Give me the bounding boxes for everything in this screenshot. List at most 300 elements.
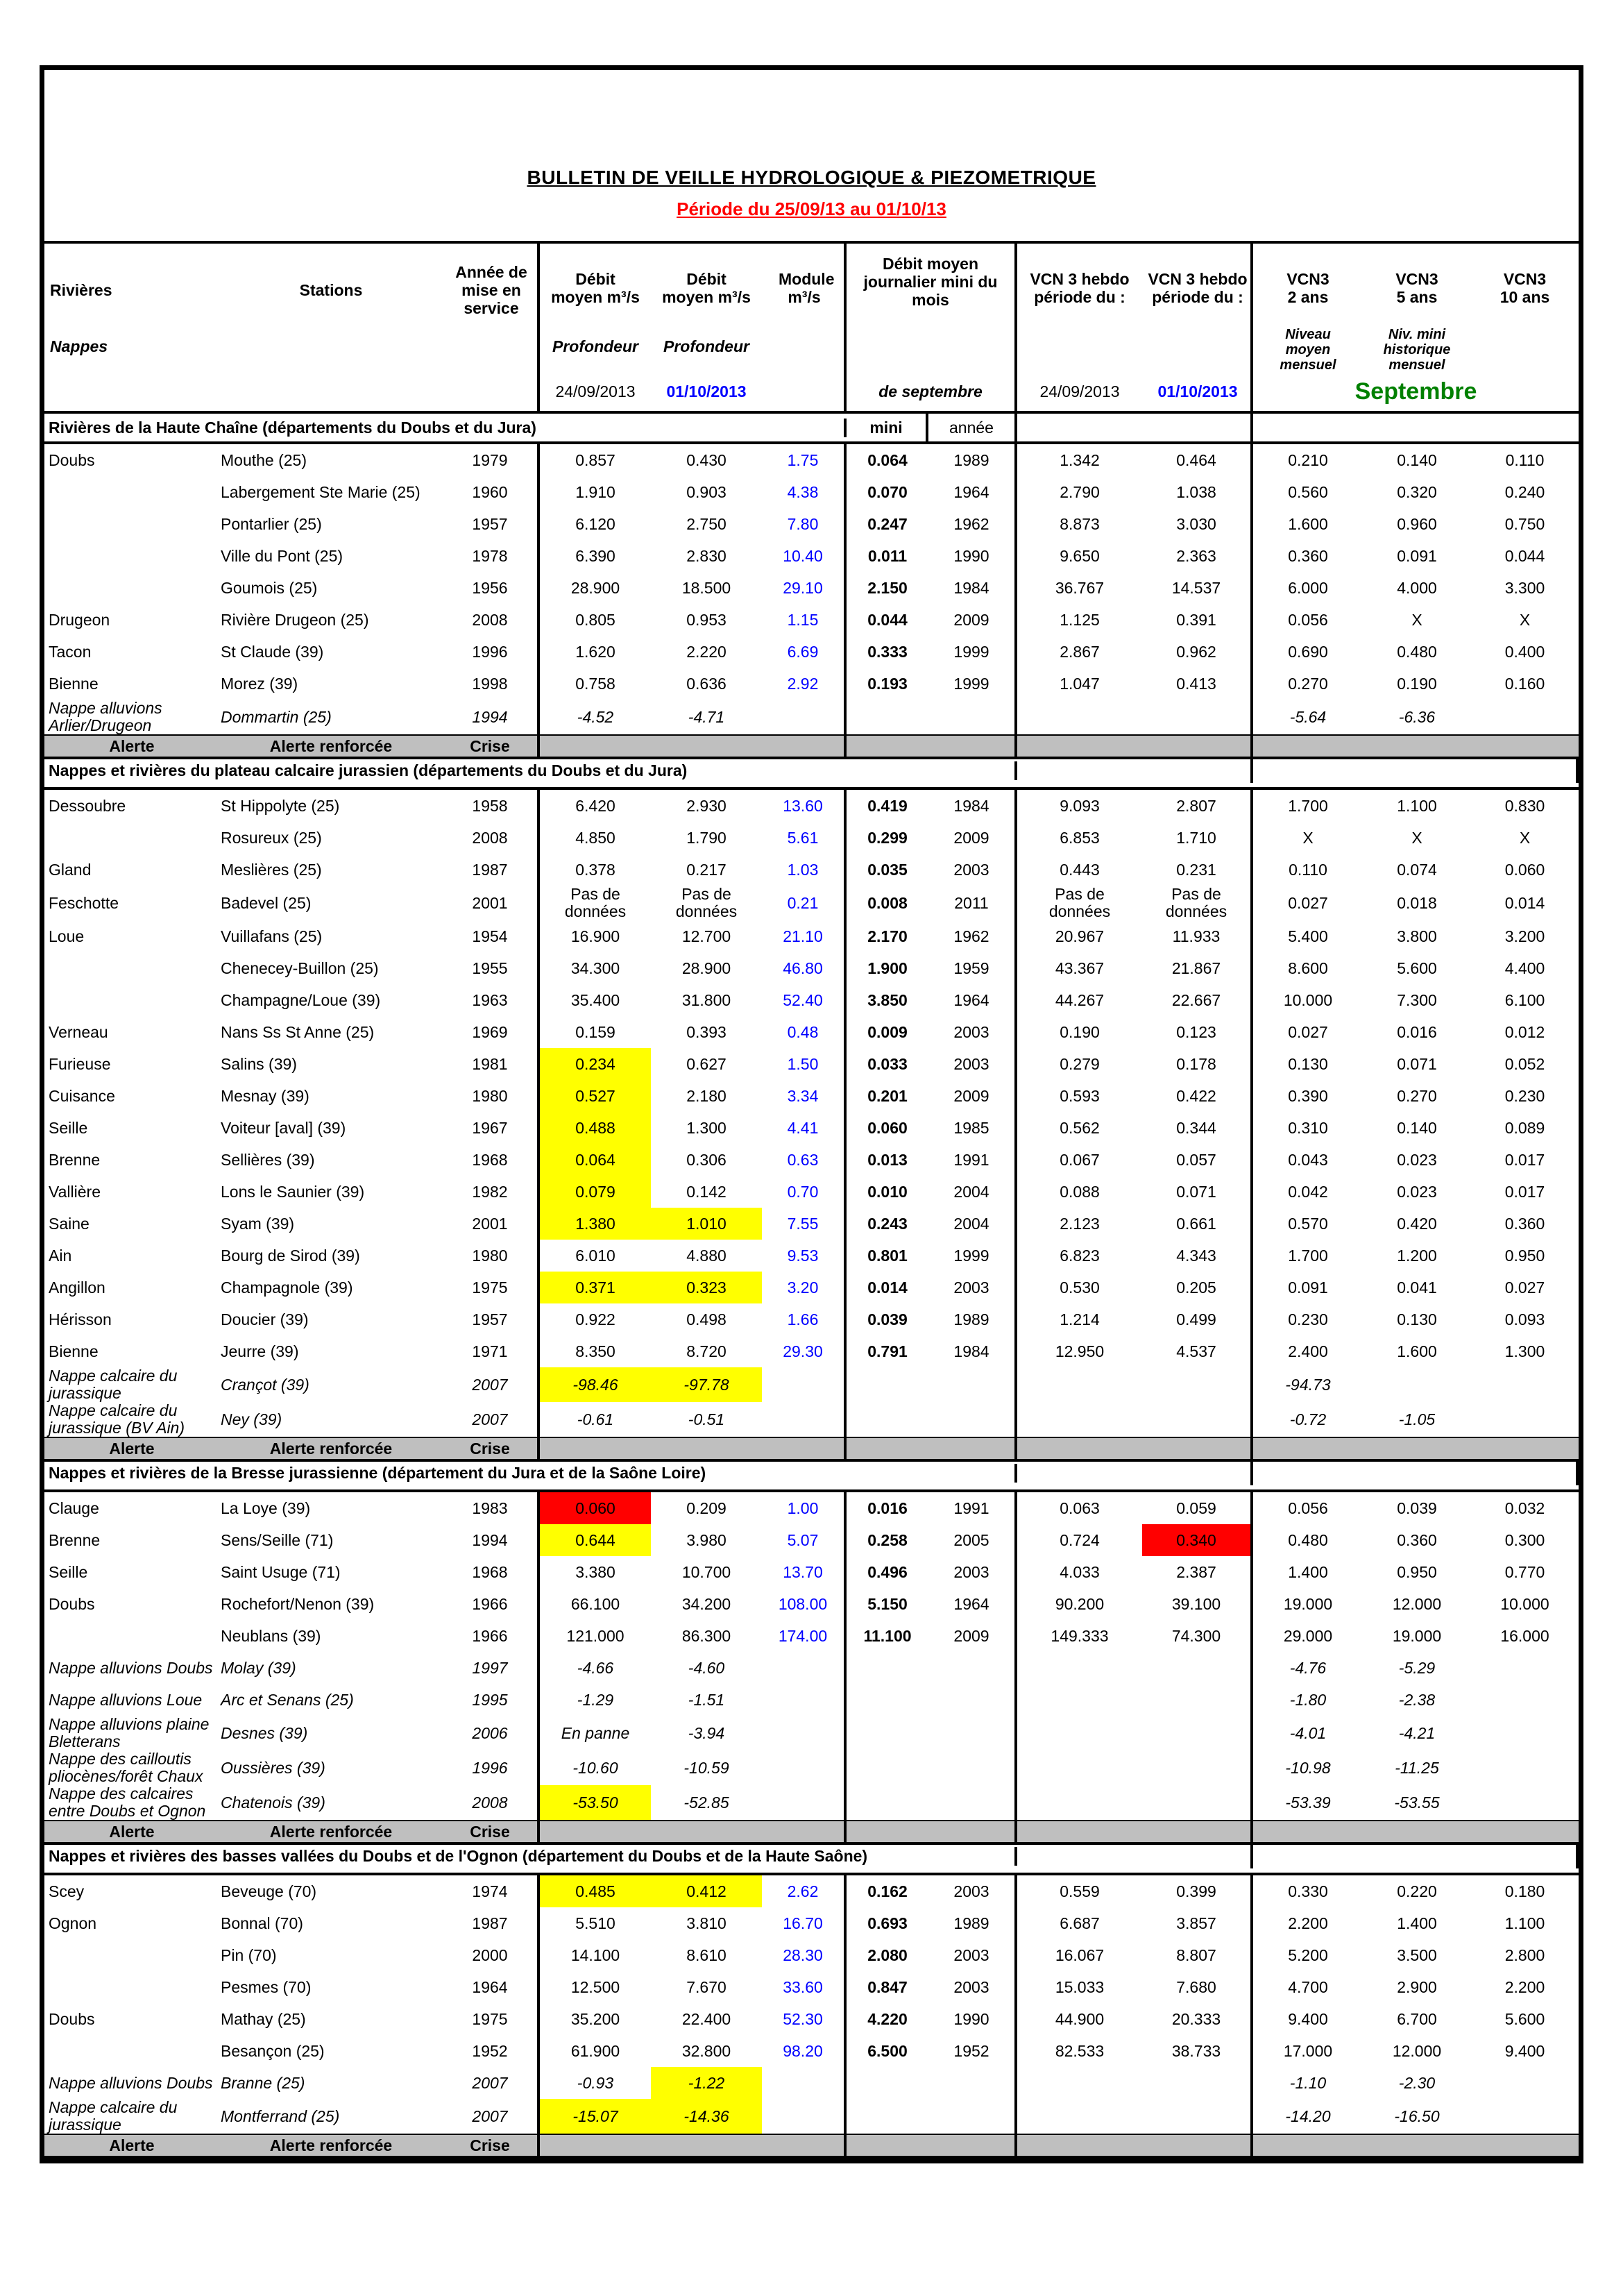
- cell-debit-mini-annee: 2003: [928, 1016, 1017, 1048]
- cell-debit-0110: [651, 1016, 762, 1048]
- cell-vcn-hebdo-2409-value: 9.093: [1060, 796, 1100, 815]
- section-header-spacer: [1253, 759, 1579, 783]
- cell-debit-0110: [651, 1335, 762, 1367]
- cell-debit-2409-value: 0.064: [575, 1150, 615, 1169]
- cell-module: 10.40: [762, 540, 847, 572]
- cell-annee-service: 1964: [443, 1971, 540, 2003]
- cell-vcn-hebdo-2409: [1017, 1335, 1142, 1367]
- header-vcn-hebdo-1: VCN 3 hebdo période du :: [1030, 270, 1130, 306]
- cell-vcn3-5ans: -2.30: [1398, 2073, 1436, 2092]
- cell-vcn-hebdo-0110: [1142, 668, 1253, 700]
- cell-vcn-hebdo-0110: [1142, 1524, 1253, 1556]
- cell-debit-2409-value: 121.000: [566, 1626, 624, 1645]
- alert-spacer: [1363, 736, 1471, 757]
- page-title: BULLETIN DE VEILLE HYDROLOGIQUE & PIEZOMETRIQUE: [527, 167, 1096, 188]
- cell-debit-2409-value: 0.857: [575, 450, 615, 469]
- cell-annee-service: 1968: [443, 1556, 540, 1588]
- table-row: [44, 790, 1579, 822]
- cell-debit-mini-annee: 1989: [928, 444, 1017, 476]
- cell-vcn3-10ans: X: [1519, 610, 1531, 629]
- cell-debit-mini: [847, 2099, 928, 2134]
- cell-debit-0110-value: 0.627: [686, 1054, 726, 1073]
- cell-vcn3-5ans: 0.140: [1397, 1118, 1437, 1137]
- cell-debit-mini: 0.791: [867, 1342, 908, 1360]
- cell-debit-0110-value: -97.78: [683, 1375, 729, 1394]
- cell-vcn3-10ans: 1.300: [1504, 1342, 1545, 1360]
- table-row: [44, 854, 1579, 886]
- cell-station: Badevel (25): [221, 893, 312, 912]
- cell-debit-2409-value: -0.93: [577, 2073, 614, 2092]
- cell-vcn3-5ans: 0.039: [1397, 1499, 1437, 1517]
- alert-spacer: [1363, 2135, 1471, 2156]
- cell-vcn3-10ans: 0.230: [1504, 1086, 1545, 1105]
- cell-module: 7.80: [762, 508, 847, 540]
- cell-debit-mini: 0.333: [867, 642, 908, 661]
- cell-debit-2409: [540, 1272, 651, 1303]
- cell-vcn3-10ans: X: [1519, 828, 1531, 847]
- cell-debit-2409: [540, 1492, 651, 1524]
- cell-vcn-hebdo-2409: [1017, 822, 1142, 854]
- cell-debit-0110: [651, 1971, 762, 2003]
- cell-vcn-hebdo-0110-value: 2.387: [1176, 1562, 1216, 1581]
- cell-vcn-hebdo-0110-value: 39.100: [1171, 1594, 1221, 1613]
- alert-spacer: [1253, 1821, 1363, 1842]
- cell-debit-0110-value: 22.400: [681, 2009, 731, 2028]
- cell-vcn-hebdo-0110: [1142, 790, 1253, 822]
- cell-debit-0110: [651, 1684, 762, 1716]
- cell-debit-mini: 0.847: [867, 1977, 908, 1996]
- table-row: [44, 1176, 1579, 1208]
- cell-vcn-hebdo-0110-value: 22.667: [1171, 990, 1221, 1009]
- cell-annee-service: 1958: [443, 790, 540, 822]
- cell-debit-0110: [651, 1588, 762, 1620]
- cell-debit-mini: 0.801: [867, 1246, 908, 1265]
- cell-station: Crançot (39): [221, 1375, 309, 1394]
- cell-vcn3-10ans: 2.800: [1504, 1945, 1545, 1964]
- cell-debit-0110: [651, 1907, 762, 1939]
- cell-debit-mini: [847, 1750, 928, 1785]
- cell-debit-2409: [540, 1112, 651, 1144]
- cell-debit-mini: 2.150: [867, 578, 908, 597]
- alert-spacer: [1471, 2135, 1579, 2156]
- header-date-end: 01/10/2013: [666, 382, 747, 400]
- cell-vcn3-2ans: -0.72: [1289, 1410, 1327, 1428]
- cell-station: Vuillafans (25): [221, 927, 323, 945]
- section-header-spacer: [44, 1485, 1017, 1490]
- cell-module: 6.69: [762, 636, 847, 668]
- alert-label-crise: Crise: [443, 736, 540, 757]
- alert-label-alerte-renforcee: Alerte renforcée: [269, 1822, 393, 1841]
- alert-label-crise: Crise: [443, 1821, 540, 1842]
- cell-vcn-hebdo-0110-value: 0.071: [1176, 1182, 1216, 1201]
- cell-debit-0110: [651, 540, 762, 572]
- header-vcn-date-end: 01/10/2013: [1157, 382, 1238, 400]
- cell-vcn3-5ans: 12.000: [1392, 1594, 1442, 1613]
- cell-vcn-hebdo-0110: [1142, 854, 1253, 886]
- cell-debit-mini: 3.850: [867, 990, 908, 1009]
- cell-debit-mini: 0.193: [867, 674, 908, 693]
- cell-debit-mini: 0.008: [867, 893, 908, 912]
- cell-debit-0110-value: Pas de données: [675, 885, 738, 920]
- cell-debit-0110: [651, 1208, 762, 1240]
- cell-station: Pontarlier (25): [221, 514, 322, 533]
- cell-vcn-hebdo-2409: [1017, 1556, 1142, 1588]
- cell-debit-2409-value: -4.66: [577, 1658, 614, 1677]
- cell-vcn-hebdo-2409: [1017, 700, 1142, 734]
- cell-station: Morez (39): [221, 674, 298, 693]
- cell-debit-0110: [651, 2067, 762, 2099]
- cell-debit-mini: 2.080: [867, 1945, 908, 1964]
- cell-module: 52.30: [762, 2003, 847, 2035]
- cell-station: Nans Ss St Anne (25): [221, 1022, 375, 1041]
- header-rivieres: Rivières: [50, 281, 112, 299]
- cell-vcn-hebdo-2409: [1017, 1240, 1142, 1272]
- cell-debit-2409-value: 0.371: [575, 1278, 615, 1297]
- cell-debit-2409-value: 35.400: [570, 990, 620, 1009]
- cell-vcn-hebdo-2409: [1017, 1907, 1142, 1939]
- cell-vcn-hebdo-0110: [1142, 1208, 1253, 1240]
- cell-vcn-hebdo-2409: [1017, 854, 1142, 886]
- cell-debit-0110: [651, 1240, 762, 1272]
- cell-vcn3-10ans: 0.060: [1504, 860, 1545, 879]
- cell-module: 33.60: [762, 1971, 847, 2003]
- cell-module: 52.40: [762, 984, 847, 1016]
- cell-debit-2409: [540, 952, 651, 984]
- table-row: [44, 920, 1579, 952]
- cell-vcn3-5ans: -4.21: [1398, 1723, 1436, 1742]
- cell-debit-0110: [651, 1367, 762, 1402]
- cell-annee-service: 1982: [443, 1176, 540, 1208]
- cell-vcn-hebdo-2409-value: 2.790: [1060, 482, 1100, 501]
- cell-debit-0110-value: 2.750: [686, 514, 726, 533]
- cell-debit-0110-value: 1.790: [686, 828, 726, 847]
- cell-vcn3-10ans: 0.950: [1504, 1246, 1545, 1265]
- bulletin-sheet: [40, 65, 1583, 2163]
- alert-row: [44, 2134, 1579, 2159]
- cell-vcn-hebdo-2409: [1017, 886, 1142, 920]
- cell-vcn-hebdo-0110-value: 0.422: [1176, 1086, 1216, 1105]
- period-subtitle: Période du 25/09/13 au 01/10/13: [677, 199, 946, 219]
- cell-annee-service: 1980: [443, 1080, 540, 1112]
- cell-vcn-hebdo-0110: [1142, 1048, 1253, 1080]
- cell-vcn-hebdo-0110-value: 0.059: [1176, 1499, 1216, 1517]
- cell-vcn-hebdo-2409: [1017, 668, 1142, 700]
- cell-debit-0110-value: 2.930: [686, 796, 726, 815]
- cell-vcn-hebdo-0110: [1142, 1716, 1253, 1750]
- cell-vcn-hebdo-2409: [1017, 508, 1142, 540]
- cell-vcn3-2ans: 1.700: [1288, 1246, 1328, 1265]
- cell-debit-2409-value: 0.758: [575, 674, 615, 693]
- alert-spacer: [651, 1821, 762, 1842]
- alert-spacer: [1142, 2135, 1253, 2156]
- cell-debit-mini: 0.070: [867, 482, 908, 501]
- cell-annee-service: 2008: [443, 604, 540, 636]
- cell-riviere: Bienne: [49, 674, 99, 693]
- cell-vcn-hebdo-0110-value: 14.537: [1171, 578, 1221, 597]
- cell-vcn-hebdo-2409: [1017, 1971, 1142, 2003]
- cell-debit-2409-value: 6.390: [575, 546, 615, 565]
- cell-vcn3-2ans: 1.600: [1288, 514, 1328, 533]
- cell-vcn-hebdo-0110: [1142, 572, 1253, 604]
- cell-annee-service: 1994: [443, 700, 540, 734]
- cell-debit-mini: 0.033: [867, 1054, 908, 1073]
- cell-module: 1.66: [762, 1303, 847, 1335]
- alert-spacer: [762, 1821, 847, 1842]
- table-row: [44, 1402, 1579, 1437]
- cell-module: 108.00: [762, 1588, 847, 1620]
- cell-debit-2409-value: -4.52: [577, 707, 614, 726]
- header-block-debits: [540, 244, 847, 411]
- cell-vcn3-5ans: 7.300: [1397, 990, 1437, 1009]
- alert-label-alerte: Alerte: [109, 2136, 155, 2154]
- cell-annee-service: 1980: [443, 1240, 540, 1272]
- title-block: [44, 70, 1579, 244]
- cell-vcn-hebdo-2409: [1017, 1588, 1142, 1620]
- cell-debit-2409: [540, 1080, 651, 1112]
- cell-vcn-hebdo-2409-value: 1.342: [1060, 450, 1100, 469]
- cell-debit-2409-value: 0.079: [575, 1182, 615, 1201]
- cell-debit-mini-annee: 1959: [928, 952, 1017, 984]
- cell-debit-mini: 0.044: [867, 610, 908, 629]
- header-module: Module m³/s: [779, 270, 835, 306]
- cell-vcn3-2ans: X: [1302, 828, 1314, 847]
- cell-vcn-hebdo-2409: [1017, 1524, 1142, 1556]
- cell-debit-2409-value: 3.380: [575, 1562, 615, 1581]
- cell-debit-mini: 11.100: [863, 1626, 912, 1645]
- cell-riviere: [44, 572, 219, 604]
- cell-vcn3-5ans: 1.600: [1397, 1342, 1437, 1360]
- cell-vcn-hebdo-2409-value: 0.562: [1060, 1118, 1100, 1137]
- cell-vcn3-10ans: 0.052: [1504, 1054, 1545, 1073]
- cell-riviere: Doubs: [49, 2009, 95, 2028]
- cell-debit-0110-value: 32.800: [681, 2041, 731, 2060]
- cell-debit-0110: [651, 1144, 762, 1176]
- cell-debit-0110-value: 0.636: [686, 674, 726, 693]
- cell-vcn3-10ans: [1471, 1367, 1579, 1402]
- cell-vcn-hebdo-0110-value: 0.661: [1176, 1214, 1216, 1233]
- table-row: [44, 1684, 1579, 1716]
- cell-debit-2409: [540, 984, 651, 1016]
- cell-riviere: Ain: [49, 1246, 72, 1265]
- alert-label-alerte: Alerte: [109, 1439, 155, 1458]
- cell-module: 5.61: [762, 822, 847, 854]
- cell-station: Dommartin (25): [221, 707, 332, 726]
- cell-debit-0110-value: 0.498: [686, 1310, 726, 1328]
- cell-riviere: Nappe alluvions Doubs: [49, 2073, 213, 2092]
- cell-station: St Hippolyte (25): [221, 796, 340, 815]
- cell-vcn3-2ans: -5.64: [1289, 707, 1327, 726]
- cell-vcn-hebdo-2409-value: 15.033: [1055, 1977, 1105, 1996]
- cell-vcn3-5ans: 0.320: [1397, 482, 1437, 501]
- cell-vcn-hebdo-0110: [1142, 952, 1253, 984]
- table-row: [44, 700, 1579, 734]
- cell-module: 21.10: [762, 920, 847, 952]
- cell-vcn3-2ans: 0.091: [1288, 1278, 1328, 1297]
- cell-annee-service: 1952: [443, 2035, 540, 2067]
- cell-vcn-hebdo-2409-value: 44.900: [1055, 2009, 1105, 2028]
- cell-vcn-hebdo-0110-value: 4.537: [1176, 1342, 1216, 1360]
- cell-debit-mini-annee: 2003: [928, 1971, 1017, 2003]
- cell-vcn3-2ans: 1.700: [1288, 796, 1328, 815]
- cell-vcn-hebdo-2409: [1017, 1402, 1142, 1437]
- cell-debit-0110-value: 0.393: [686, 1022, 726, 1041]
- cell-station: Desnes (39): [221, 1723, 308, 1742]
- cell-riviere: [44, 508, 219, 540]
- cell-vcn-hebdo-2409-value: 4.033: [1060, 1562, 1100, 1581]
- cell-debit-0110-value: -1.22: [688, 2073, 725, 2092]
- cell-vcn3-5ans: 3.800: [1397, 927, 1437, 945]
- cell-vcn-hebdo-0110: [1142, 2003, 1253, 2035]
- cell-vcn-hebdo-0110: [1142, 2035, 1253, 2067]
- cell-vcn-hebdo-0110: [1142, 886, 1253, 920]
- cell-vcn3-2ans: 5.200: [1288, 1945, 1328, 1964]
- header-niv-mini: Niv. mini historique mensuel: [1383, 327, 1451, 373]
- cell-debit-2409-value: 0.060: [575, 1499, 615, 1517]
- table-row: [44, 1588, 1579, 1620]
- cell-debit-2409-value: En panne: [561, 1723, 630, 1742]
- cell-vcn3-5ans: 0.074: [1397, 860, 1437, 879]
- cell-debit-0110: [651, 444, 762, 476]
- header-septembre: Septembre: [1354, 378, 1477, 405]
- alert-spacer: [1363, 1438, 1471, 1459]
- cell-debit-2409-value: -53.50: [572, 1793, 618, 1812]
- cell-vcn-hebdo-2409-value: 12.950: [1055, 1342, 1105, 1360]
- cell-debit-0110-value: 0.903: [686, 482, 726, 501]
- header-vcn3-10ans: VCN3 10 ans: [1499, 270, 1550, 306]
- cell-debit-2409: [540, 1588, 651, 1620]
- alert-spacer: [1471, 1438, 1579, 1459]
- cell-debit-mini-annee: 1989: [928, 1907, 1017, 1939]
- cell-vcn3-10ans: 0.240: [1504, 482, 1545, 501]
- alert-label-crise: Crise: [443, 2135, 540, 2156]
- cell-debit-0110-value: -10.59: [683, 1758, 729, 1777]
- cell-vcn3-5ans: 0.960: [1397, 514, 1437, 533]
- alert-spacer: [847, 1821, 928, 1842]
- cell-debit-0110: [651, 822, 762, 854]
- cell-vcn3-10ans: 0.027: [1504, 1278, 1545, 1297]
- cell-vcn3-2ans: -1.80: [1289, 1690, 1327, 1709]
- cell-riviere: Nappe alluvions Arlier/Drugeon: [49, 699, 162, 734]
- cell-vcn3-2ans: 8.600: [1288, 959, 1328, 977]
- cell-vcn3-5ans: 0.016: [1397, 1022, 1437, 1041]
- cell-station: Chenecey-Buillon (25): [221, 959, 379, 977]
- table-row: [44, 1335, 1579, 1367]
- cell-riviere: [44, 2035, 219, 2067]
- cell-vcn3-2ans: 5.400: [1288, 927, 1328, 945]
- cell-vcn3-10ans: 0.044: [1504, 546, 1545, 565]
- cell-debit-2409-value: 34.300: [570, 959, 620, 977]
- header-vcn-date-start: 24/09/2013: [1039, 382, 1120, 400]
- cell-vcn3-5ans: 0.091: [1397, 546, 1437, 565]
- cell-debit-2409: [540, 1402, 651, 1437]
- cell-module: 29.30: [762, 1335, 847, 1367]
- cell-station: Beveuge (70): [221, 1882, 317, 1900]
- cell-module: 28.30: [762, 1939, 847, 1971]
- table-row: [44, 1875, 1579, 1907]
- cell-debit-mini-annee: 1991: [928, 1492, 1017, 1524]
- cell-debit-0110-value: -14.36: [683, 2107, 729, 2125]
- cell-debit-0110-value: 34.200: [681, 1594, 731, 1613]
- cell-station: Chatenois (39): [221, 1793, 325, 1812]
- cell-vcn3-2ans: 0.042: [1288, 1182, 1328, 1201]
- cell-annee-service: 1975: [443, 1272, 540, 1303]
- cell-debit-mini-annee: 2004: [928, 1176, 1017, 1208]
- cell-debit-0110-value: 12.700: [681, 927, 731, 945]
- cell-annee-service: 1966: [443, 1620, 540, 1652]
- cell-vcn-hebdo-2409-value: 90.200: [1055, 1594, 1105, 1613]
- cell-vcn3-5ans: 1.100: [1397, 796, 1437, 815]
- table-row: [44, 1492, 1579, 1524]
- header-niveau-moyen: Niveau moyen mensuel: [1280, 327, 1336, 373]
- cell-annee-service: 2001: [443, 886, 540, 920]
- cell-vcn-hebdo-0110: [1142, 1684, 1253, 1716]
- cell-debit-2409: [540, 1971, 651, 2003]
- table-row: [44, 540, 1579, 572]
- cell-debit-mini-annee: 1989: [928, 1303, 1017, 1335]
- cell-vcn3-2ans: -1.10: [1289, 2073, 1327, 2092]
- cell-vcn3-10ans: 0.014: [1504, 893, 1545, 912]
- cell-vcn3-2ans: 9.400: [1288, 2009, 1328, 2028]
- cell-annee-service: 1960: [443, 476, 540, 508]
- cell-debit-2409-value: 4.850: [575, 828, 615, 847]
- cell-debit-0110-value: -0.51: [688, 1410, 725, 1428]
- cell-vcn-hebdo-0110: [1142, 1016, 1253, 1048]
- cell-vcn3-2ans: 1.400: [1288, 1562, 1328, 1581]
- alert-spacer: [847, 736, 928, 757]
- cell-debit-2409: [540, 2067, 651, 2099]
- cell-riviere: Vallière: [49, 1182, 101, 1201]
- cell-debit-2409-value: 0.527: [575, 1086, 615, 1105]
- header-vcn-hebdo-2: VCN 3 hebdo période du :: [1148, 270, 1248, 306]
- cell-debit-0110-value: -3.94: [688, 1723, 725, 1742]
- cell-annee-service: 2007: [443, 1367, 540, 1402]
- cell-debit-2409: [540, 920, 651, 952]
- cell-vcn3-10ans: [1471, 1750, 1579, 1785]
- header-block-vcn-hebdo: [1017, 244, 1253, 411]
- cell-vcn-hebdo-2409: [1017, 1048, 1142, 1080]
- cell-station: Rivière Drugeon (25): [221, 610, 369, 629]
- cell-station: Meslières (25): [221, 860, 322, 879]
- cell-debit-mini-annee: [928, 2067, 1017, 2099]
- cell-vcn3-5ans: 0.018: [1397, 893, 1437, 912]
- cell-debit-mini-annee: 1964: [928, 984, 1017, 1016]
- cell-vcn-hebdo-0110: [1142, 822, 1253, 854]
- cell-vcn3-2ans: 0.360: [1288, 546, 1328, 565]
- subheader-mini: mini: [847, 414, 928, 441]
- alert-spacer: [1253, 1438, 1363, 1459]
- table-header: [44, 244, 1579, 414]
- cell-debit-mini-annee: 2003: [928, 1556, 1017, 1588]
- cell-riviere: Seille: [49, 1118, 88, 1137]
- cell-module: [762, 700, 847, 734]
- cell-debit-0110: [651, 636, 762, 668]
- cell-vcn3-10ans: 0.160: [1504, 674, 1545, 693]
- cell-vcn3-2ans: 0.390: [1288, 1086, 1328, 1105]
- cell-debit-0110: [651, 1716, 762, 1750]
- cell-vcn-hebdo-0110-value: 3.030: [1176, 514, 1216, 533]
- section-header-spacer: [44, 783, 1017, 788]
- cell-debit-0110: [651, 1112, 762, 1144]
- cell-debit-mini-annee: 2009: [928, 1080, 1017, 1112]
- cell-station: Pin (70): [221, 1945, 277, 1964]
- cell-module: 13.60: [762, 790, 847, 822]
- cell-vcn3-2ans: -4.76: [1289, 1658, 1327, 1677]
- cell-vcn3-10ans: 0.180: [1504, 1882, 1545, 1900]
- cell-vcn-hebdo-0110: [1142, 1939, 1253, 1971]
- cell-vcn3-2ans: -94.73: [1285, 1375, 1331, 1394]
- header-block-debit-mini: [847, 244, 1017, 411]
- cell-debit-2409: [540, 854, 651, 886]
